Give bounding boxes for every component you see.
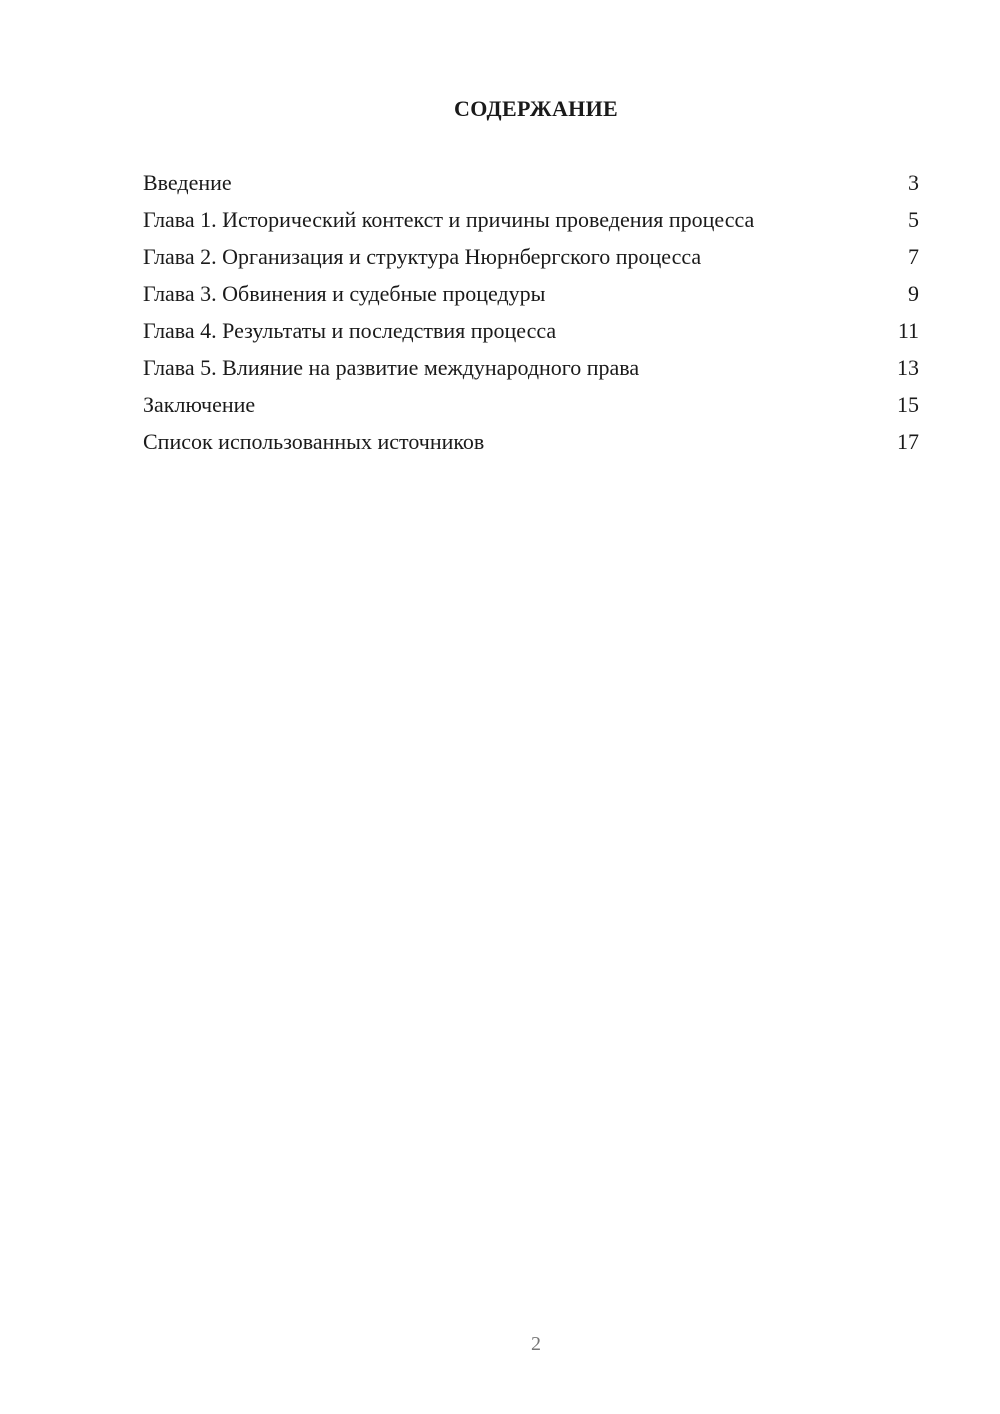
toc-entry-page: 17 (897, 429, 919, 454)
toc-entry-title: Глава 3. Обвинения и судебные процедуры (143, 281, 546, 306)
toc-entry-title: Список использованных источников (143, 429, 485, 454)
table-of-contents (143, 170, 919, 466)
toc-entry-page: 9 (908, 281, 919, 306)
toc-entry-chapter-4 (143, 318, 919, 344)
page-number: 2 (531, 1333, 541, 1355)
toc-entry-references (143, 429, 919, 455)
toc-heading: СОДЕРЖАНИЕ (454, 96, 618, 121)
toc-entry-title: Заключение (143, 392, 256, 417)
toc-entry-page: 7 (908, 244, 919, 269)
toc-entry-title: Глава 4. Результаты и последствия процесса (143, 318, 557, 343)
toc-entry-conclusion (143, 392, 919, 418)
toc-entry-title: Глава 5. Влияние на развитие международного права (143, 355, 640, 380)
toc-entry-chapter-3 (143, 281, 919, 307)
toc-entry-introduction (143, 170, 919, 196)
toc-entry-title: Глава 1. Исторический контекст и причины проведения процесса (143, 207, 755, 232)
toc-entry-page: 15 (897, 392, 919, 417)
toc-entry-chapter-1 (143, 207, 919, 233)
toc-entry-page: 3 (908, 170, 919, 195)
toc-entry-title: Введение (143, 170, 232, 195)
toc-entry-page: 5 (908, 207, 919, 232)
toc-entry-page: 13 (897, 355, 919, 380)
toc-entry-page: 11 (897, 318, 919, 343)
toc-entry-chapter-2 (143, 244, 919, 270)
toc-entry-chapter-5 (143, 355, 919, 381)
toc-entry-title: Глава 2. Организация и структура Нюрнбергского процесса (143, 244, 702, 269)
